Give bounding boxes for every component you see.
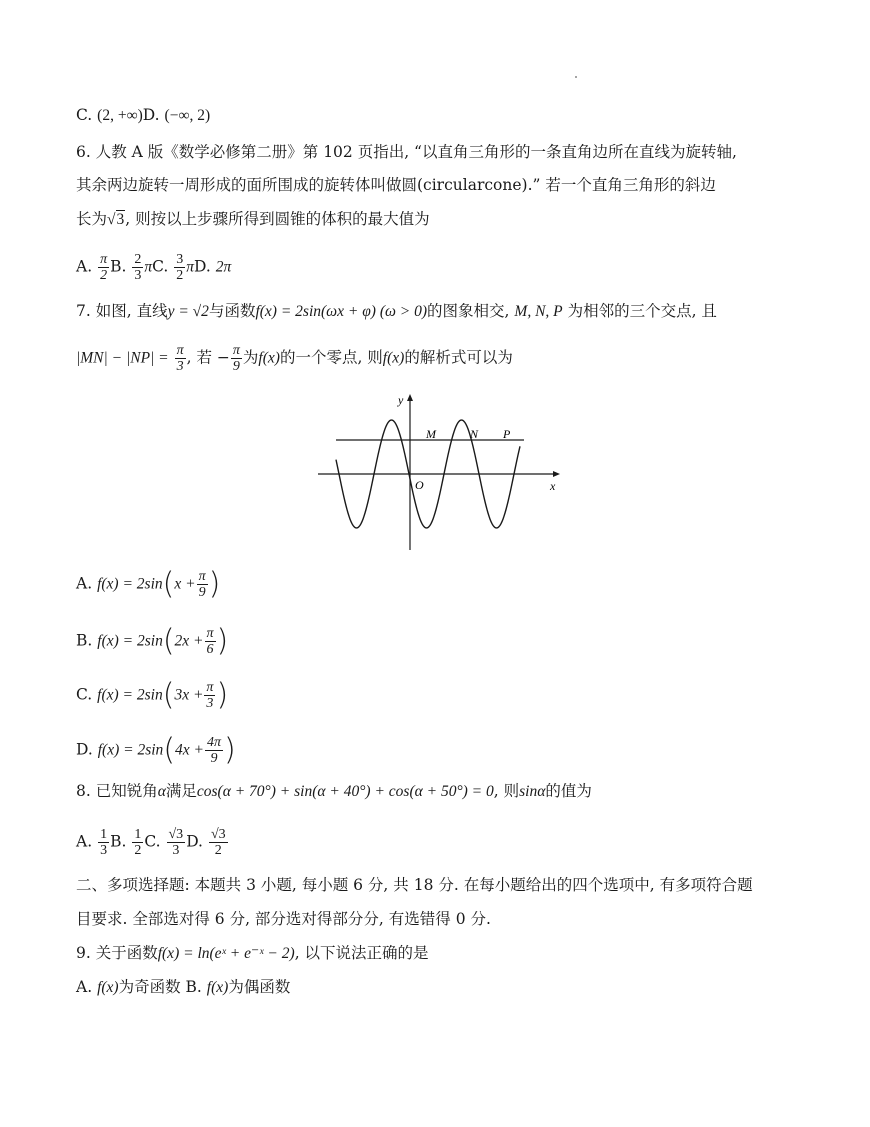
q7-opt-math: f(x) = 2sin <box>97 686 163 704</box>
q7-opt-math: 4x + <box>175 741 204 759</box>
right-paren: ) <box>208 566 221 602</box>
left-paren: ( <box>162 566 175 602</box>
q7-math: M, N, P <box>514 303 563 320</box>
frac-num: 4π <box>207 735 222 750</box>
q7-text: 为相邻的三个交点, 且 <box>567 302 717 320</box>
speck-mark <box>575 76 577 78</box>
q5-options-cd <box>76 104 210 127</box>
q7-text: 为 <box>242 348 259 367</box>
q9-math: f(x) <box>206 979 229 996</box>
point-m-label: M <box>426 427 436 441</box>
q8-opt-d-frac <box>209 827 228 858</box>
q8-text: 满足 <box>165 782 197 800</box>
q7-opt-math: 3x + <box>174 686 204 704</box>
q6-opt-a-label: A. <box>76 257 93 276</box>
q6-opt-d: 2π <box>215 258 232 276</box>
q8-opt-d-label: D. <box>186 832 203 851</box>
q9-math: f(x) = ln(eˣ + e⁻ˣ − 2) <box>157 945 295 962</box>
frac-den: 9 <box>232 359 240 374</box>
q7-opt-b-label: B. <box>76 631 93 650</box>
y-axis-label: y <box>398 393 404 407</box>
q6-sqrt-value: 3 <box>116 211 125 228</box>
q7-opt-math: f(x) = 2sin <box>97 575 163 593</box>
q6-opt-c-label: C. <box>152 257 169 276</box>
q8-line-1 <box>76 780 592 803</box>
frac-den: 2 <box>134 843 142 858</box>
q5-opt-c: (2, +∞) <box>97 107 143 124</box>
right-paren: ) <box>224 732 236 768</box>
q6-opt-b-label: B. <box>110 257 127 276</box>
left-paren: ( <box>162 623 175 659</box>
q7-opt-math: f(x) = 2sin <box>97 741 164 759</box>
q7-option-c <box>76 677 229 713</box>
frac-num: π <box>176 343 184 358</box>
q6-line-3-post: , 则按以上步骤所得到圆锥的体积的最大值为 <box>125 210 430 228</box>
frac-num: π <box>198 569 206 584</box>
q9-opt-b-label: B. <box>185 978 202 996</box>
q9-options <box>76 976 290 999</box>
q6-line-2: 其余两边旋转一周形成的面所围成的旋转体叫做圆(circularcone).” 若一个直角三角形的斜边 <box>76 176 716 194</box>
sqrt-symbol: √ <box>107 211 116 228</box>
frac-den: 3 <box>206 696 214 711</box>
frac-den: 3 <box>176 359 184 374</box>
q8-opt-a-frac <box>98 827 109 858</box>
q7-opt-a-label: A. <box>76 574 93 593</box>
q7-math: y = √2 <box>167 303 209 320</box>
q8-text: , 则 <box>493 782 520 800</box>
q7-text: , 若 − <box>186 348 230 367</box>
q9-line-1 <box>76 942 429 965</box>
q8-opt-a-label: A. <box>76 832 93 851</box>
frac-den: 9 <box>210 751 218 766</box>
left-paren: ( <box>163 732 176 768</box>
section-2-line-1: 二、多项选择题: 本题共 3 小题, 每小题 6 分, 共 18 分. 在每小题给出的四个选项中, 有多项符合题 <box>76 876 753 894</box>
q7-opt-d-label: D. <box>76 740 93 759</box>
origin-label: O <box>415 478 424 492</box>
q6-line-1: 6. 人教 A 版《数学必修第二册》第 102 页指出, “以直角三角形的一条直角边所在直线为旋转轴, <box>76 143 737 161</box>
q7-opt-c-label: C. <box>76 685 93 704</box>
frac-den: 2 <box>100 268 108 283</box>
frac-den: 2 <box>214 843 222 858</box>
q7-text: 的解析式可以为 <box>404 348 513 367</box>
q6-opt-a-frac <box>98 252 109 283</box>
y-axis-arrow <box>407 394 413 401</box>
frac-num: π <box>232 343 240 358</box>
q8-text: 的值为 <box>545 782 592 800</box>
q7-opt-a-frac <box>197 569 208 600</box>
q7-opt-b-frac <box>205 626 216 657</box>
q7-opt-math: x + <box>174 575 196 593</box>
q9-text: 为奇函数 <box>118 978 181 996</box>
q6-line-3 <box>76 208 430 231</box>
q8-options <box>76 827 229 858</box>
q7-math: f(x) <box>258 349 280 367</box>
frac-den: 6 <box>206 642 214 657</box>
q9-text: 为偶函数 <box>228 978 291 996</box>
q8-math: cos(α + 70°) + sin(α + 40°) + cos(α + 50°) = 0 <box>196 783 494 800</box>
right-paren: ) <box>216 677 229 713</box>
section-2-line-2: 目要求. 全部选对得 6 分, 部分选对得部分分, 有选错得 0 分. <box>76 910 491 928</box>
frac-num: π <box>206 680 214 695</box>
q8-math: sinα <box>519 783 546 800</box>
q7-line-1 <box>76 300 717 323</box>
q5-opt-d: (−∞, 2) <box>164 107 211 124</box>
q8-opt-b-label: B. <box>110 832 127 851</box>
q9-text: , 以下说法正确的是 <box>294 944 429 962</box>
q7-text: 7. 如图, 直线 <box>76 302 168 320</box>
q8-opt-c-label: C. <box>144 832 161 851</box>
point-n-label: N <box>470 427 479 441</box>
q7-opt-math: f(x) = 2sin <box>97 632 163 650</box>
point-p-label: P <box>503 427 511 441</box>
frac-num: π <box>100 252 108 267</box>
q7-math: f(x) <box>382 349 405 367</box>
q7-frac <box>231 343 242 374</box>
q6-opt-b-frac <box>132 252 143 283</box>
x-axis-label: x <box>550 479 556 493</box>
q7-option-d <box>76 732 236 768</box>
right-paren: ) <box>216 623 229 659</box>
q7-opt-d-frac <box>205 735 223 766</box>
q7-option-b <box>76 623 229 659</box>
q6-options <box>76 252 231 283</box>
q6-opt-b-suffix: π <box>144 258 153 276</box>
frac-num: √3 <box>210 827 226 842</box>
frac-num: √3 <box>168 827 184 842</box>
q7-text: 的图象相交, <box>427 302 510 320</box>
frac-num: π <box>206 626 214 641</box>
q7-text: 与函数 <box>208 302 256 320</box>
q8-opt-c-frac <box>167 827 186 858</box>
x-axis-arrow <box>553 471 560 477</box>
q5-opt-c-label: C. <box>76 106 93 124</box>
q8-opt-b-frac <box>132 827 143 858</box>
frac-num: 1 <box>134 827 142 842</box>
q7-sine-graph <box>314 390 564 555</box>
frac-num: 2 <box>134 252 142 267</box>
q7-text: 的一个零点, 则 <box>279 348 383 367</box>
frac-den: 3 <box>172 843 180 858</box>
q9-text: 9. 关于函数 <box>76 944 158 962</box>
q7-math: |MN| − |NP| = <box>76 349 169 367</box>
q6-opt-c-suffix: π <box>186 258 195 276</box>
q6-opt-d-label: D. <box>194 257 211 276</box>
q7-option-a <box>76 566 221 602</box>
q7-opt-math: 2x + <box>174 632 204 650</box>
q8-text: 8. 已知锐角 <box>76 782 158 800</box>
q6-opt-c-frac <box>174 252 185 283</box>
q6-line-3-pre: 长为 <box>76 210 108 228</box>
frac-num: 1 <box>100 827 108 842</box>
frac-den: 3 <box>134 268 142 283</box>
q9-opt-a-label: A. <box>76 978 93 996</box>
q8-math: α <box>157 783 166 800</box>
frac-den: 3 <box>100 843 108 858</box>
q7-opt-c-frac <box>204 680 215 711</box>
frac-den: 2 <box>176 268 184 283</box>
q7-math: f(x) = 2sin(ωx + φ) (ω > 0) <box>255 303 428 320</box>
frac-num: 3 <box>176 252 184 267</box>
q7-line-2 <box>76 343 513 374</box>
frac-den: 9 <box>198 585 206 600</box>
left-paren: ( <box>162 677 175 713</box>
q9-math: f(x) <box>97 979 119 996</box>
q7-frac <box>175 343 186 374</box>
q5-opt-d-label: D. <box>142 106 160 124</box>
